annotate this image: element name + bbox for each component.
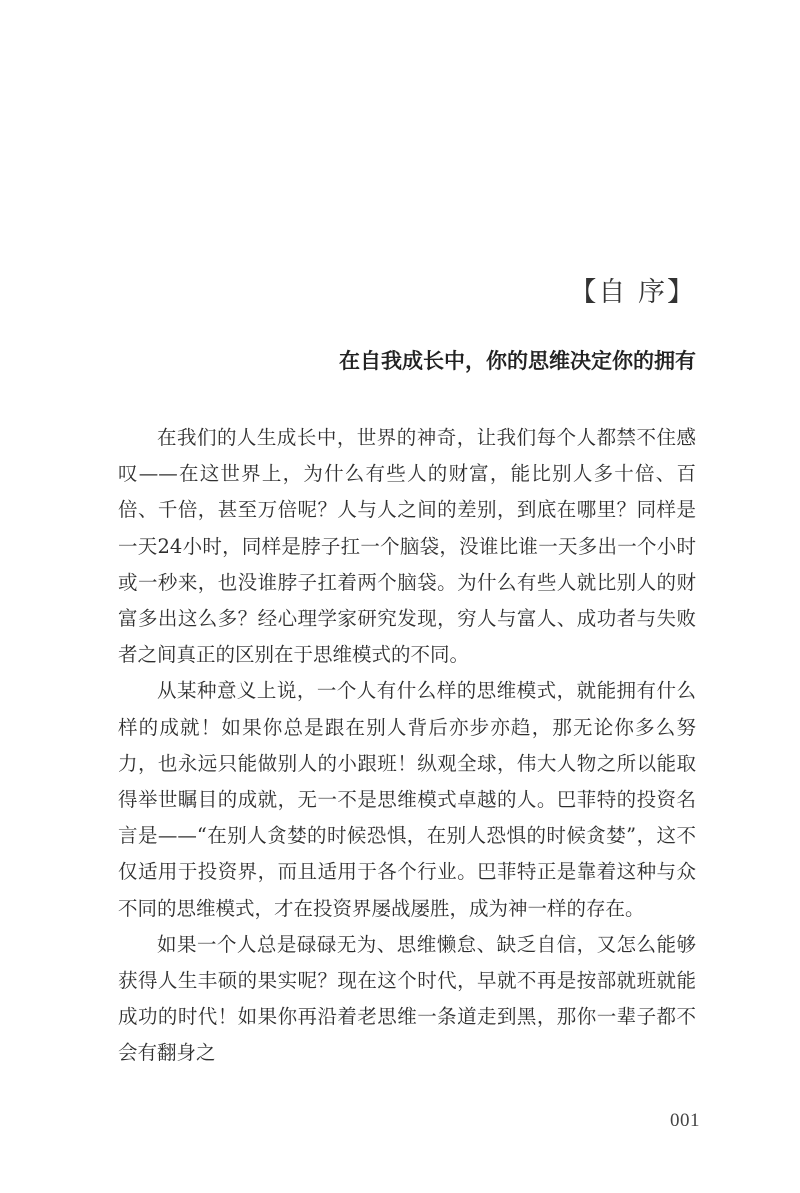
paragraph: 从某种意义上说，一个人有什么样的思维模式，就能拥有什么样的成就！如果你总是跟在别人背后亦步亦趋，那无论你多么努力，也永远只能做别人的小跟班！纵观全球，伟大人物之所以能取得举世瞩目的成就，无一不是思维模式卓越的人。巴菲特的投资名言是——“在别人贪婪的时候恐惧，在别人恐惧的时候贪婪”，这不仅适用于投资界，而且适用于各个行业。巴菲特正是靠着这种与众不同的思维模式，才在投资界屡战屡胜，成为神一样的存在。 bbox=[118, 679, 696, 920]
body-text bbox=[118, 420, 696, 1072]
chapter-title: 在自我成长中，你的思维决定你的拥有 bbox=[339, 349, 696, 373]
section-label: 【自 序】 bbox=[569, 277, 696, 308]
page-number: 001 bbox=[670, 1110, 700, 1131]
paragraph: 在我们的人生成长中，世界的神奇，让我们每个人都禁不住感叹——在这世界上，为什么有些人的财富，能比别人多十倍、百倍、千倍，甚至万倍呢？人与人之间的差别，到底在哪里？同样是一天24小时，同样是脖子扛一个脑袋，没谁比谁一天多出一个小时或一秒来，也没谁脖子扛着两个脑袋。为什么有些人就比别人的财富多出这么多？经心理学家研究发现，穷人与富人、成功者与失败者之间真正的区别在于思维模式的不同。 bbox=[118, 426, 696, 667]
paragraph: 如果一个人总是碌碌无为、思维懒怠、缺乏自信，又怎么能够获得人生丰硕的果实呢？现在这个时代，早就不再是按部就班就能成功的时代！如果你再沿着老思维一条道走到黑，那你一辈子都不会有翻身之 bbox=[118, 932, 696, 1065]
